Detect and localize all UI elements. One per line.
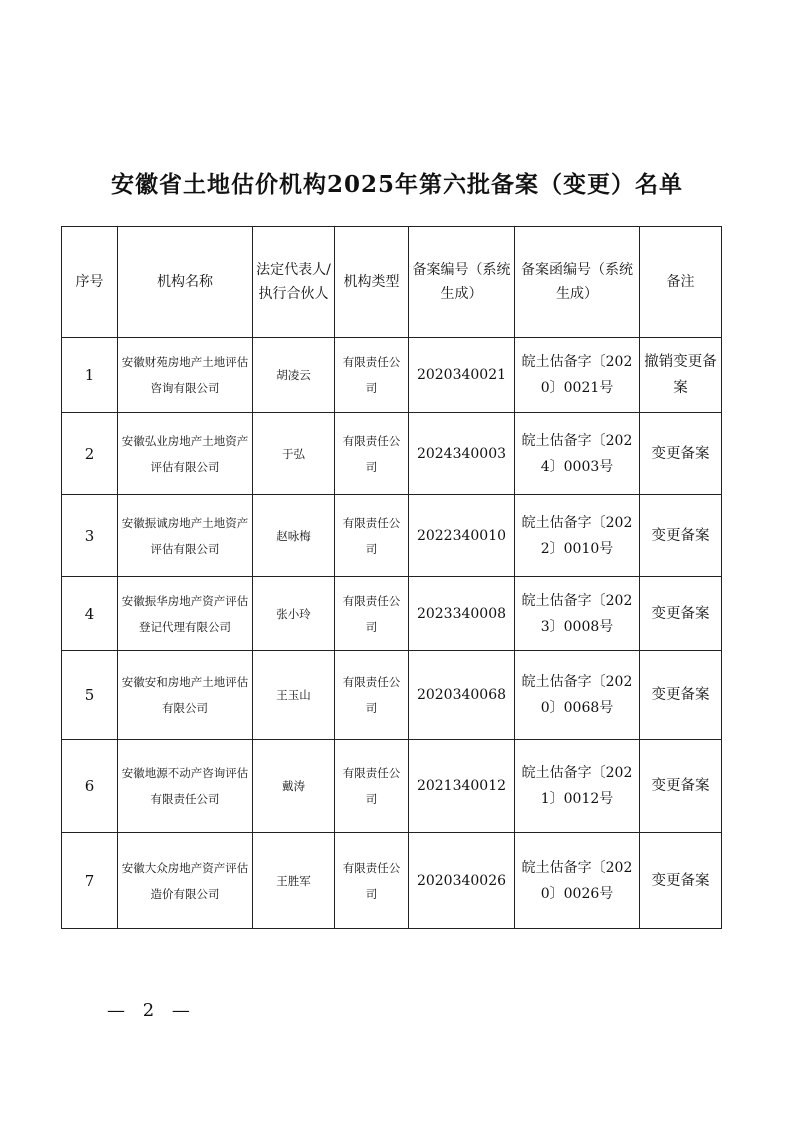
letter-number: 皖土估备字〔2020〕0026号 xyxy=(515,833,640,929)
org-type: 有限责任公司 xyxy=(335,495,409,577)
org-name: 安徽振华房地产资产评估登记代理有限公司 xyxy=(118,577,253,651)
org-type: 有限责任公司 xyxy=(335,651,409,740)
row-index: 7 xyxy=(62,833,118,929)
org-type: 有限责任公司 xyxy=(335,413,409,495)
table-row xyxy=(62,413,722,495)
org-name: 安徽振诚房地产土地资产评估有限公司 xyxy=(118,495,253,577)
table-row xyxy=(62,651,722,740)
letter-number: 皖土估备字〔2023〕0008号 xyxy=(515,577,640,651)
table-header-row xyxy=(62,227,722,338)
reg-number: 2021340012 xyxy=(409,740,515,833)
reg-number: 2022340010 xyxy=(409,495,515,577)
row-index: 2 xyxy=(62,413,118,495)
row-index: 3 xyxy=(62,495,118,577)
reg-number: 2020340068 xyxy=(409,651,515,740)
table-row xyxy=(62,338,722,413)
remark: 撤销变更备案 xyxy=(640,338,722,413)
legal-rep: 赵咏梅 xyxy=(253,495,335,577)
reg-number: 2020340021 xyxy=(409,338,515,413)
header-reg-no: 备案编号（系统生成） xyxy=(409,227,515,338)
remark: 变更备案 xyxy=(640,495,722,577)
document-title: 安徽省土地估价机构2025年第六批备案（变更）名单 xyxy=(110,171,683,198)
legal-rep: 王胜军 xyxy=(253,833,335,929)
table-row xyxy=(62,833,722,929)
legal-rep: 戴涛 xyxy=(253,740,335,833)
org-name: 安徽大众房地产资产评估造价有限公司 xyxy=(118,833,253,929)
header-note: 备注 xyxy=(640,227,722,338)
org-type: 有限责任公司 xyxy=(335,577,409,651)
header-name: 机构名称 xyxy=(118,227,253,338)
org-name: 安徽安和房地产土地评估有限公司 xyxy=(118,651,253,740)
row-index: 4 xyxy=(62,577,118,651)
letter-number: 皖土估备字〔2020〕0068号 xyxy=(515,651,640,740)
org-name: 安徽弘业房地产土地资产评估有限公司 xyxy=(118,413,253,495)
org-type: 有限责任公司 xyxy=(335,740,409,833)
header-index: 序号 xyxy=(62,227,118,338)
legal-rep: 于弘 xyxy=(253,413,335,495)
org-type: 有限责任公司 xyxy=(335,833,409,929)
remark: 变更备案 xyxy=(640,413,722,495)
org-type: 有限责任公司 xyxy=(335,338,409,413)
remark: 变更备案 xyxy=(640,740,722,833)
page-number: — 2 — xyxy=(107,1000,196,1021)
row-index: 6 xyxy=(62,740,118,833)
letter-number: 皖土估备字〔2020〕0021号 xyxy=(515,338,640,413)
legal-rep: 王玉山 xyxy=(253,651,335,740)
reg-number: 2024340003 xyxy=(409,413,515,495)
header-letter-no: 备案函编号（系统生成） xyxy=(515,227,640,338)
org-name: 安徽财苑房地产土地评估咨询有限公司 xyxy=(118,338,253,413)
table-row xyxy=(62,577,722,651)
remark: 变更备案 xyxy=(640,651,722,740)
reg-number: 2020340026 xyxy=(409,833,515,929)
letter-number: 皖土估备字〔2022〕0010号 xyxy=(515,495,640,577)
header-type: 机构类型 xyxy=(335,227,409,338)
legal-rep: 胡凌云 xyxy=(253,338,335,413)
remark: 变更备案 xyxy=(640,833,722,929)
legal-rep: 张小玲 xyxy=(253,577,335,651)
row-index: 1 xyxy=(62,338,118,413)
row-index: 5 xyxy=(62,651,118,740)
org-name: 安徽地源不动产咨询评估有限责任公司 xyxy=(118,740,253,833)
table-row xyxy=(62,495,722,577)
remark: 变更备案 xyxy=(640,577,722,651)
reg-number: 2023340008 xyxy=(409,577,515,651)
filing-table xyxy=(61,226,722,929)
letter-number: 皖土估备字〔2021〕0012号 xyxy=(515,740,640,833)
header-rep: 法定代表人/执行合伙人 xyxy=(253,227,335,338)
letter-number: 皖土估备字〔2024〕0003号 xyxy=(515,413,640,495)
table-row xyxy=(62,740,722,833)
